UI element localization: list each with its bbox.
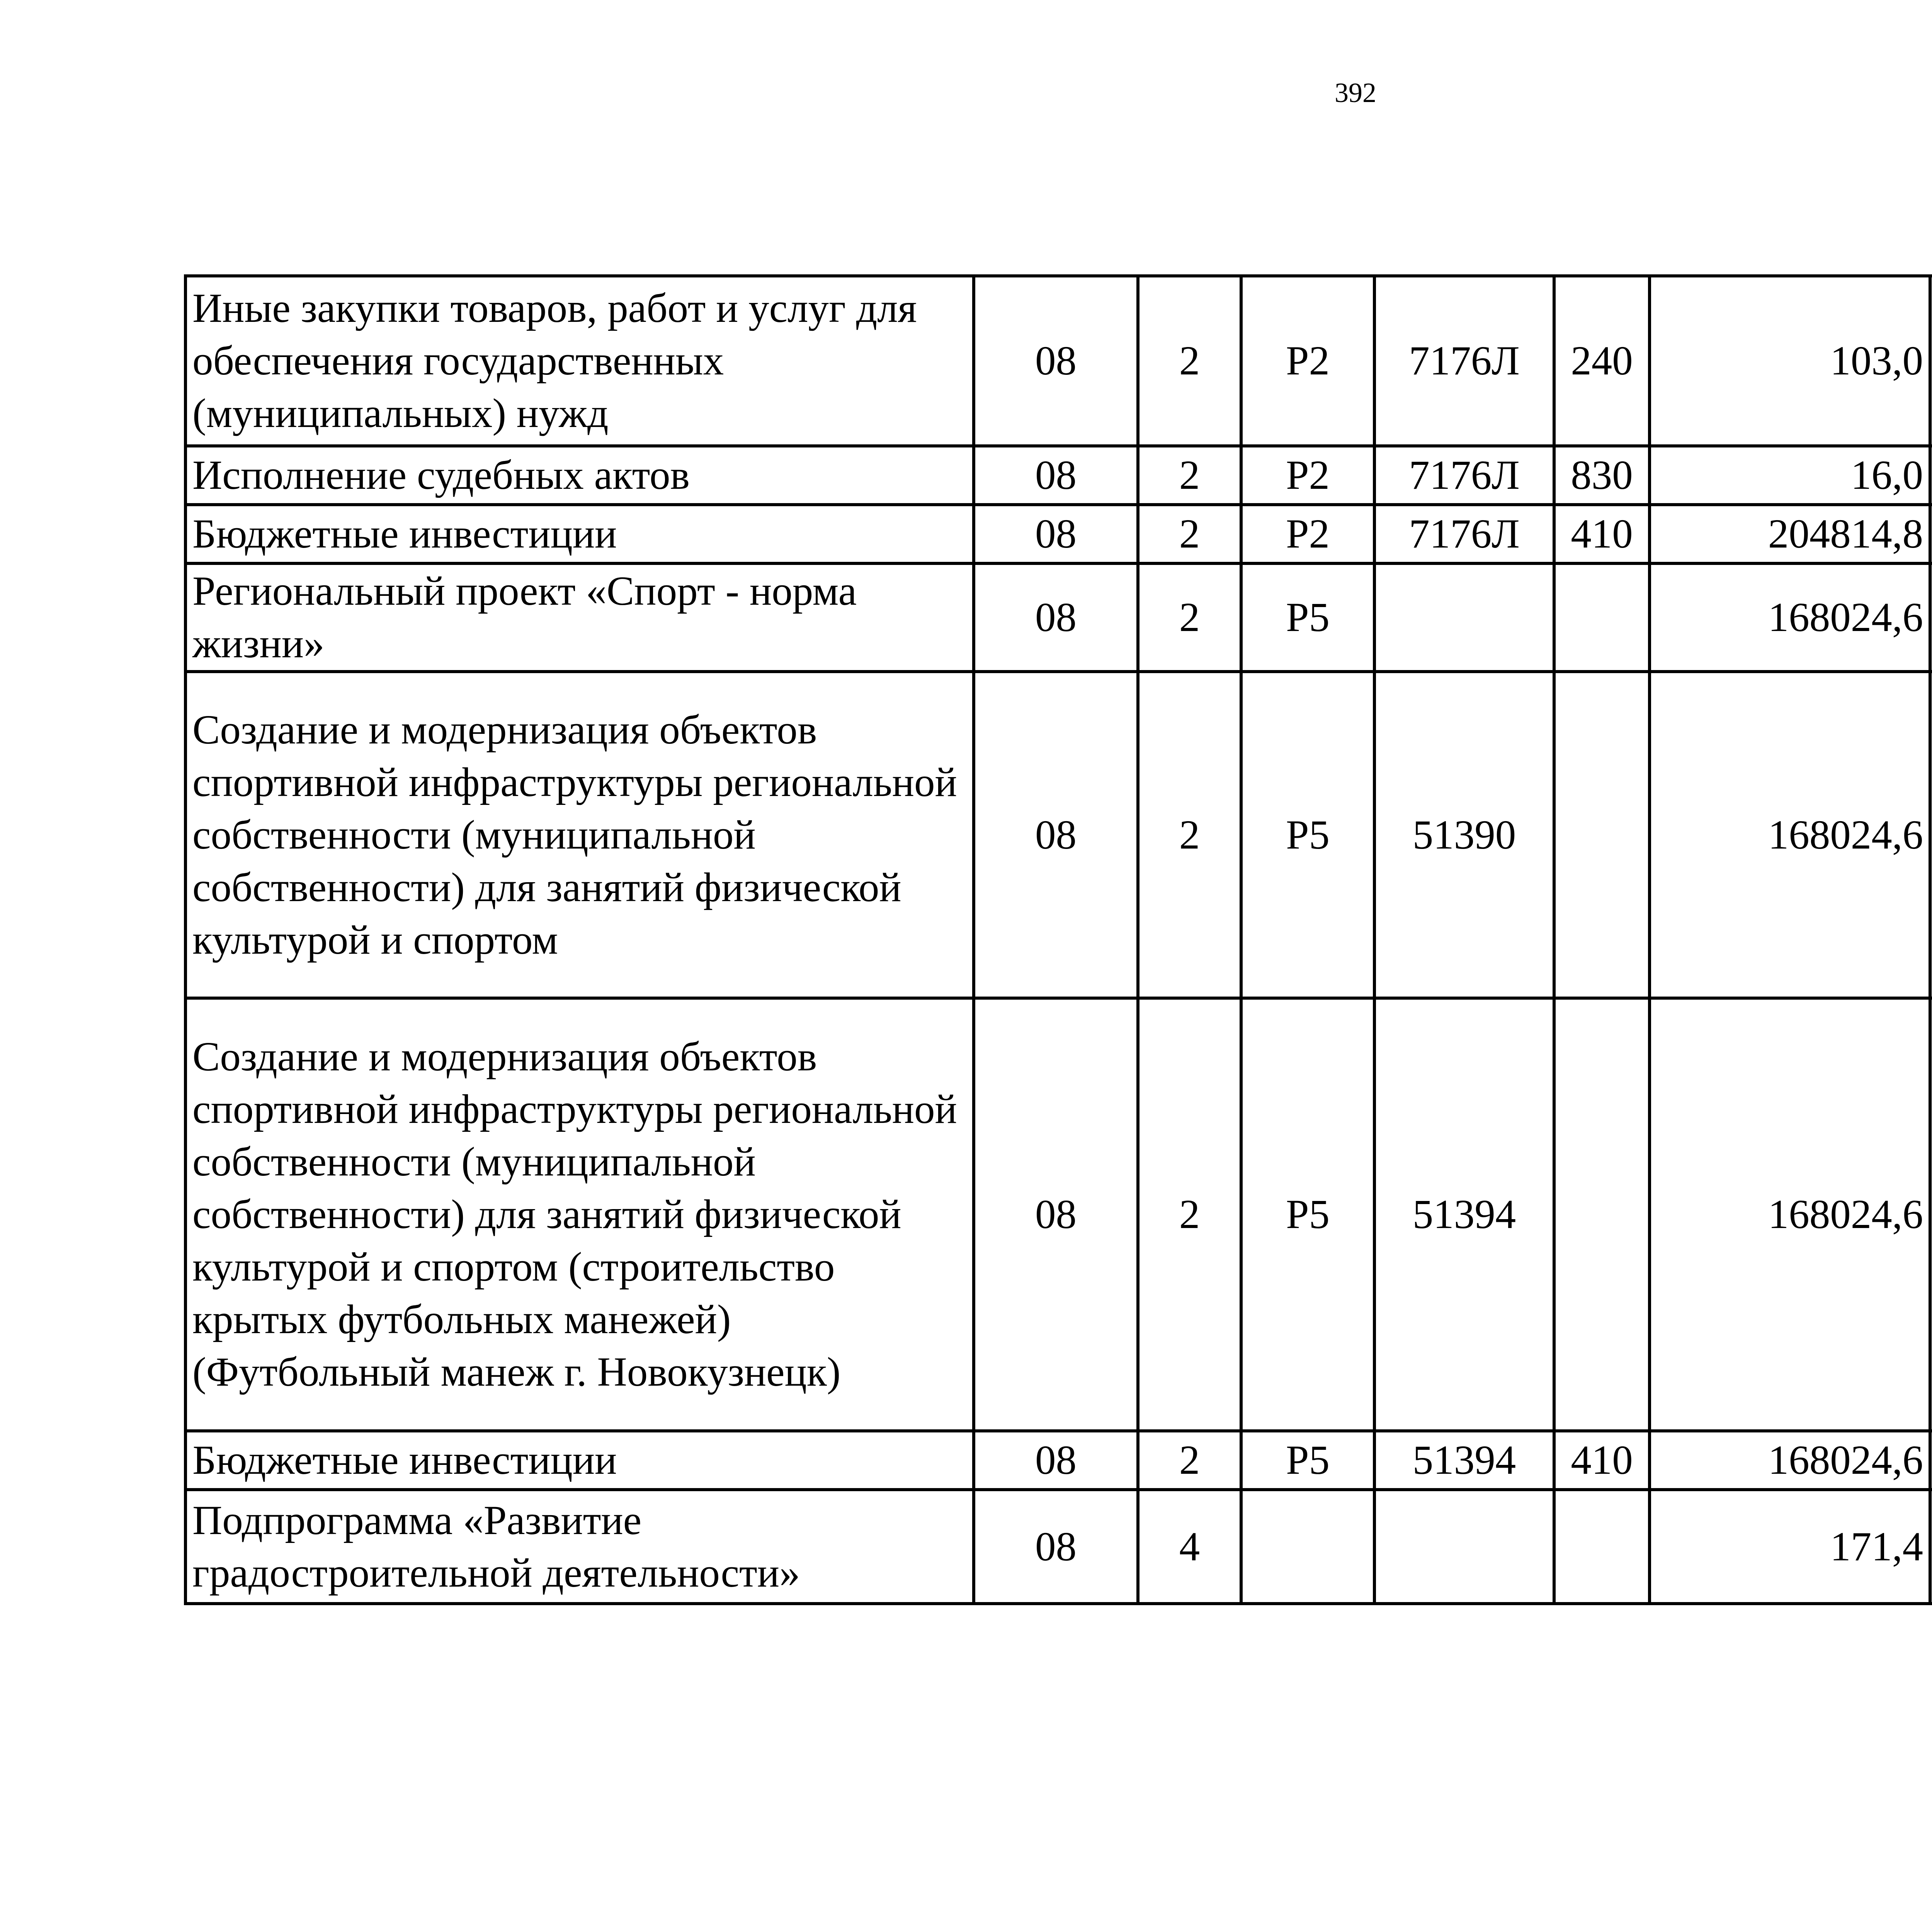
section-code: 08 bbox=[974, 276, 1138, 446]
sum-year-1: 168024,6 bbox=[1650, 1431, 1930, 1490]
target-code: 7176Л bbox=[1374, 446, 1554, 505]
expense-type-code bbox=[1554, 672, 1650, 998]
table-row bbox=[185, 672, 1932, 998]
row-name: Иные закупки товаров, работ и услуг для обеспечения государственных (муниципальных) нужд bbox=[185, 276, 974, 446]
table-row bbox=[185, 505, 1932, 563]
target-code bbox=[1374, 563, 1554, 672]
project-code: P2 bbox=[1241, 446, 1374, 505]
row-name: Бюджетные инвестиции bbox=[185, 505, 974, 563]
expense-type-code bbox=[1554, 563, 1650, 672]
sum-year-1: 103,0 bbox=[1650, 276, 1930, 446]
project-code: P5 bbox=[1241, 998, 1374, 1431]
project-code: P2 bbox=[1241, 276, 1374, 446]
page-number: 392 bbox=[1335, 77, 1376, 108]
sum-year-1: 16,0 bbox=[1650, 446, 1930, 505]
sum-year-2 bbox=[1930, 672, 1932, 998]
table-row bbox=[185, 1431, 1932, 1490]
subprogram-code: 2 bbox=[1138, 276, 1241, 446]
subprogram-code: 2 bbox=[1138, 563, 1241, 672]
subprogram-code: 2 bbox=[1138, 446, 1241, 505]
row-name: Создание и модернизация объектов спортивной инфраструктуры региональной собственности (муниципальной собственности) для занятий физической культурой и спортом (строительство крытых футбольных манежей) (Футбольный манеж г. Новокузнецк) bbox=[185, 998, 974, 1431]
section-code: 08 bbox=[974, 998, 1138, 1431]
expense-type-code bbox=[1554, 1490, 1650, 1604]
row-name: Подпрограмма «Развитие градостроительной деятельности» bbox=[185, 1490, 974, 1604]
project-code: P2 bbox=[1241, 505, 1374, 563]
target-code: 51390 bbox=[1374, 672, 1554, 998]
sum-year-1: 168024,6 bbox=[1650, 998, 1930, 1431]
project-code: P5 bbox=[1241, 563, 1374, 672]
project-code: P5 bbox=[1241, 672, 1374, 998]
target-code: 51394 bbox=[1374, 1431, 1554, 1490]
project-code bbox=[1241, 1490, 1374, 1604]
row-name: Исполнение судебных актов bbox=[185, 446, 974, 505]
expense-type-code bbox=[1554, 998, 1650, 1431]
project-code: P5 bbox=[1241, 1431, 1374, 1490]
row-name: Создание и модернизация объектов спортивной инфраструктуры региональной собственности (муниципальной собственности) для занятий физической культурой и спортом bbox=[185, 672, 974, 998]
expense-type-code: 830 bbox=[1554, 446, 1650, 505]
target-code: 7176Л bbox=[1374, 276, 1554, 446]
section-code: 08 bbox=[974, 672, 1138, 998]
sum-year-2 bbox=[1930, 1431, 1932, 1490]
section-code: 08 bbox=[974, 563, 1138, 672]
sum-year-2 bbox=[1930, 1490, 1932, 1604]
table-row bbox=[185, 998, 1932, 1431]
table-row bbox=[185, 563, 1932, 672]
subprogram-code: 2 bbox=[1138, 672, 1241, 998]
sum-year-1: 171,4 bbox=[1650, 1490, 1930, 1604]
target-code bbox=[1374, 1490, 1554, 1604]
budget-table bbox=[184, 274, 1932, 1605]
section-code: 08 bbox=[974, 1431, 1138, 1490]
section-code: 08 bbox=[974, 1490, 1138, 1604]
subprogram-code: 2 bbox=[1138, 998, 1241, 1431]
expense-type-code: 410 bbox=[1554, 1431, 1650, 1490]
table-row bbox=[185, 1490, 1932, 1604]
sum-year-1: 168024,6 bbox=[1650, 563, 1930, 672]
sum-year-1: 168024,6 bbox=[1650, 672, 1930, 998]
section-code: 08 bbox=[974, 505, 1138, 563]
sum-year-2 bbox=[1930, 563, 1932, 672]
sum-year-2 bbox=[1930, 446, 1932, 505]
subprogram-code: 2 bbox=[1138, 1431, 1241, 1490]
sum-year-2 bbox=[1930, 505, 1932, 563]
section-code: 08 bbox=[974, 446, 1138, 505]
expense-type-code: 240 bbox=[1554, 276, 1650, 446]
subprogram-code: 4 bbox=[1138, 1490, 1241, 1604]
subprogram-code: 2 bbox=[1138, 505, 1241, 563]
sum-year-2 bbox=[1930, 276, 1932, 446]
target-code: 51394 bbox=[1374, 998, 1554, 1431]
expense-type-code: 410 bbox=[1554, 505, 1650, 563]
row-name: Бюджетные инвестиции bbox=[185, 1431, 974, 1490]
target-code: 7176Л bbox=[1374, 505, 1554, 563]
row-name: Региональный проект «Спорт - норма жизни» bbox=[185, 563, 974, 672]
table-row bbox=[185, 276, 1932, 446]
sum-year-2 bbox=[1930, 998, 1932, 1431]
sum-year-1: 204814,8 bbox=[1650, 505, 1930, 563]
table-row bbox=[185, 446, 1932, 505]
